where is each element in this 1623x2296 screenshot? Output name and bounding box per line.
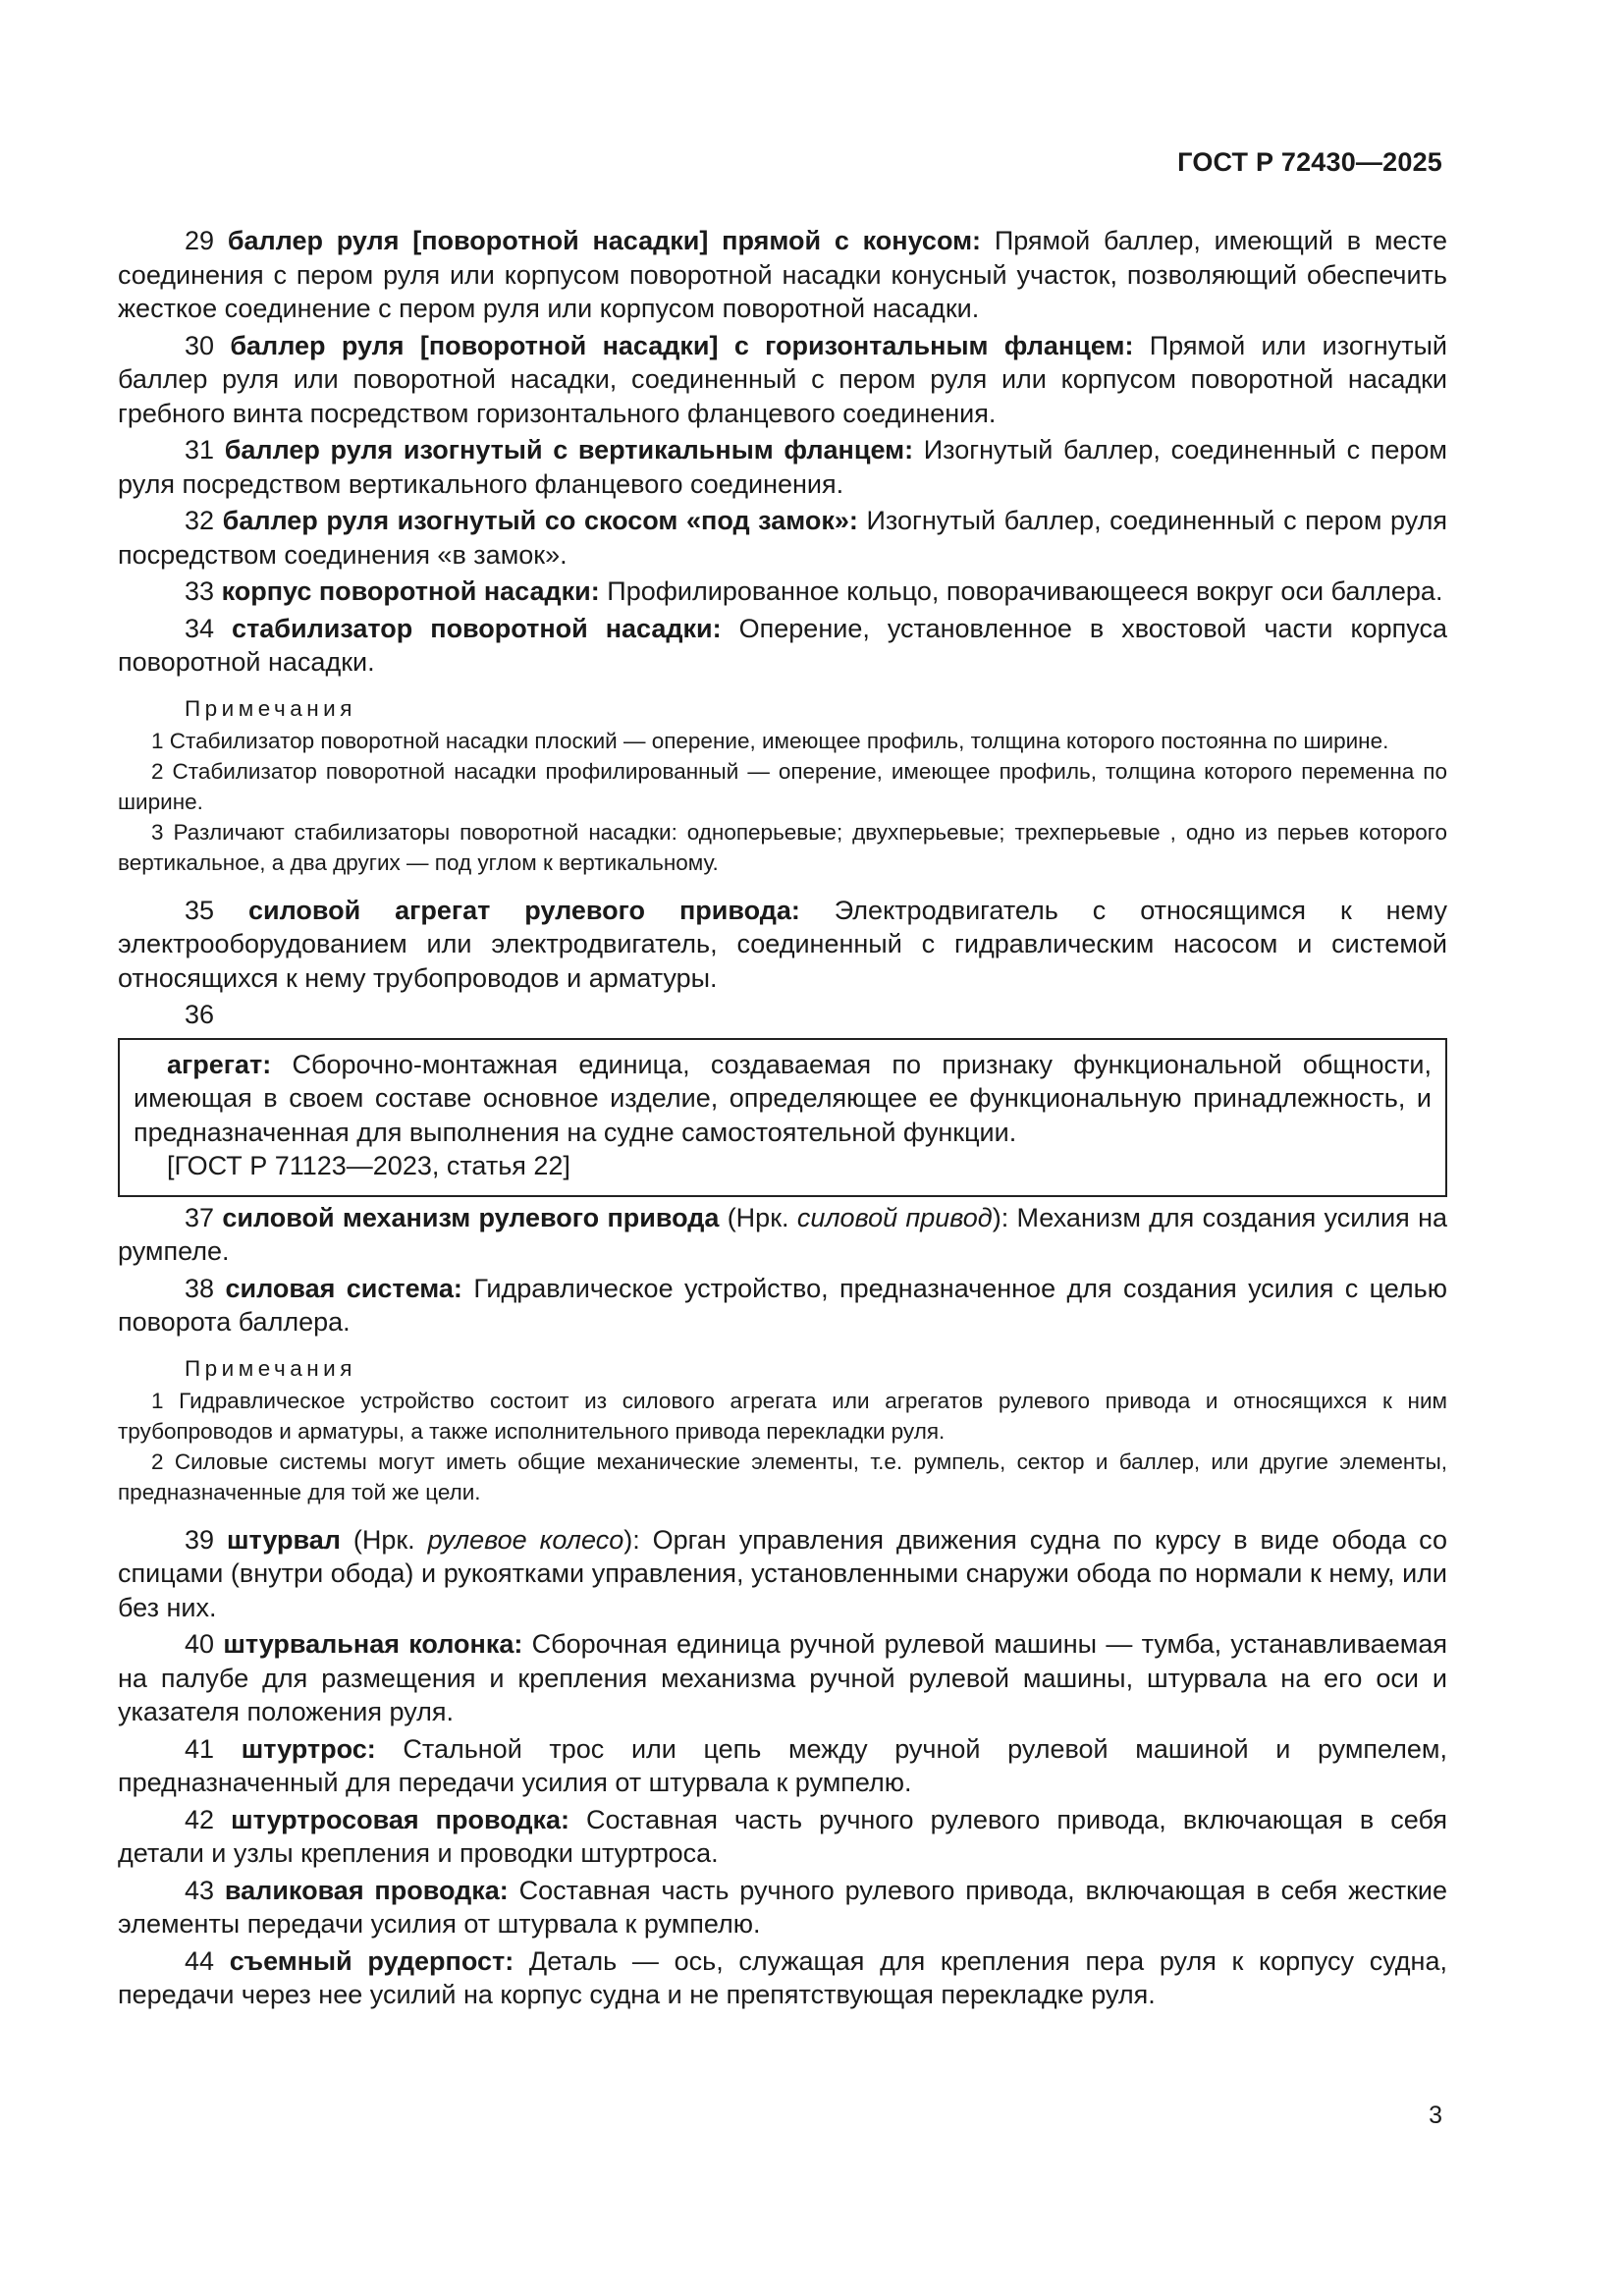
page-content <box>118 224 1447 2015</box>
notes-block-2 <box>118 1353 1447 1507</box>
note-item: 1 Гидравлическое устройство состоит из силового агрегата или агрегатов рулевого привода и относящихся к ним трубопроводов и арматуры, а также исполнительного привода перекладки руля. <box>118 1388 1447 1444</box>
note-item: 3 Различают стабилизаторы поворотной насадки: одноперьевые; двухперьевые; трехперьевые , одно из перьев которого вертикальное, а два других — под углом к вертикальному. <box>118 819 1447 875</box>
term-36-number: 36 <box>185 1000 215 1029</box>
note-item: 2 Силовые системы могут иметь общие механические элементы, т.е. румпель, сектор и баллер, или другие элементы, предназначенные для той же цели. <box>118 1449 1447 1504</box>
term-36-box <box>118 1038 1447 1197</box>
document-header: ГОСТ Р 72430—2025 <box>1177 147 1442 177</box>
term-34: 34 стабилизатор поворотной насадки: Оперение, установленное в хвостовой части корпуса поворотной насадки. <box>118 613 1447 677</box>
term-35: 35 силовой агрегат рулевого привода: Электродвигатель с относящимся к нему электрооборудованием или электродвигатель, соединенный с гидравлическим насосом и системой относящихся к нему трубопроводов и арматуры. <box>118 895 1447 993</box>
notes-title: Примечания <box>185 1355 356 1381</box>
note-item: 1 Стабилизатор поворотной насадки плоский — оперение, имеющее профиль, толщина которого постоянна по ширине. <box>151 728 1389 753</box>
term-33: 33 корпус поворотной насадки: Профилированное кольцо, поворачивающееся вокруг оси баллера. <box>185 576 1443 606</box>
term-31: 31 баллер руля изогнутый с вертикальным фланцем: Изогнутый баллер, соединенный с пером руля посредством вертикального фланцевого соединения. <box>118 435 1447 499</box>
term-42: 42 штуртросовая проводка: Составная часть ручного рулевого привода, включающая в себя детали и узлы крепления и проводки штуртроса. <box>118 1804 1447 1868</box>
notes-block-1 <box>118 693 1447 878</box>
term-36-definition: агрегат: Сборочно-монтажная единица, создаваемая по признаку функциональной общности, имеющая в своем составе основное изделие, определяющее ее функциональную принадлежность, и предназначенная для выполнения на судне самостоятельной функции. <box>134 1049 1432 1147</box>
term-29: 29 баллер руля [поворотной насадки] прямой с конусом: Прямой баллер, имеющий в месте соединения с пером руля или корпусом поворотной насадки конусный участок, позволяющий обеспечить жесткое соединение с пером руля или корпусом поворотной насадки. <box>118 226 1447 323</box>
term-43: 43 валиковая проводка: Составная часть ручного рулевого привода, включающая в себя жесткие элементы передачи усилия от штурвала к румпелю. <box>118 1875 1447 1939</box>
term-38: 38 силовая система: Гидравлическое устройство, предназначенное для создания усилия с целью поворота баллера. <box>118 1273 1447 1337</box>
term-44: 44 съемный рудерпост: Деталь — ось, служащая для крепления пера руля к корпусу судна, передачи через нее усилий на корпус судна и не препятствующая перекладке руля. <box>118 1945 1447 2009</box>
term-40: 40 штурвальная колонка: Сборочная единица ручной рулевой машины — тумба, устанавливаемая на палубе для размещения и крепления механизма ручной рулевой машины, штурвала на его оси и указателя положения руля. <box>118 1629 1447 1726</box>
term-37: 37 силовой механизм рулевого привода (Нрк. силовой привод): Механизм для создания усилия на румпеле. <box>118 1202 1448 1266</box>
page-number: 3 <box>1429 2102 1442 2129</box>
term-36-reference: [ГОСТ Р 71123—2023, статья 22] <box>167 1151 570 1180</box>
term-30: 30 баллер руля [поворотной насадки] с горизонтальным фланцем: Прямой или изогнутый баллер руля или поворотной насадки, соединенный с пером руля или корпусом поворотной насадки гребного винта посредством горизонтального фланцевого соединения. <box>118 330 1447 428</box>
notes-title: Примечания <box>185 695 356 721</box>
term-39: 39 штурвал (Нрк. рулевое колесо): Орган управления движения судна по курсу в виде обода со спицами (внутри обода) и рукоятками управления, установленными снаружи обода по нормали к нему, или без них. <box>118 1524 1447 1622</box>
term-41: 41 штуртрос: Стальной трос или цепь между ручной рулевой машиной и румпелем, предназначенный для передачи усилия от штурвала к румпелю. <box>118 1733 1447 1797</box>
term-32: 32 баллер руля изогнутый со скосом «под замок»: Изогнутый баллер, соединенный с пером руля посредством соединения «в замок». <box>118 506 1447 570</box>
note-item: 2 Стабилизатор поворотной насадки профилированный — оперение, имеющее профиль, толщина которого переменна по ширине. <box>118 758 1447 814</box>
